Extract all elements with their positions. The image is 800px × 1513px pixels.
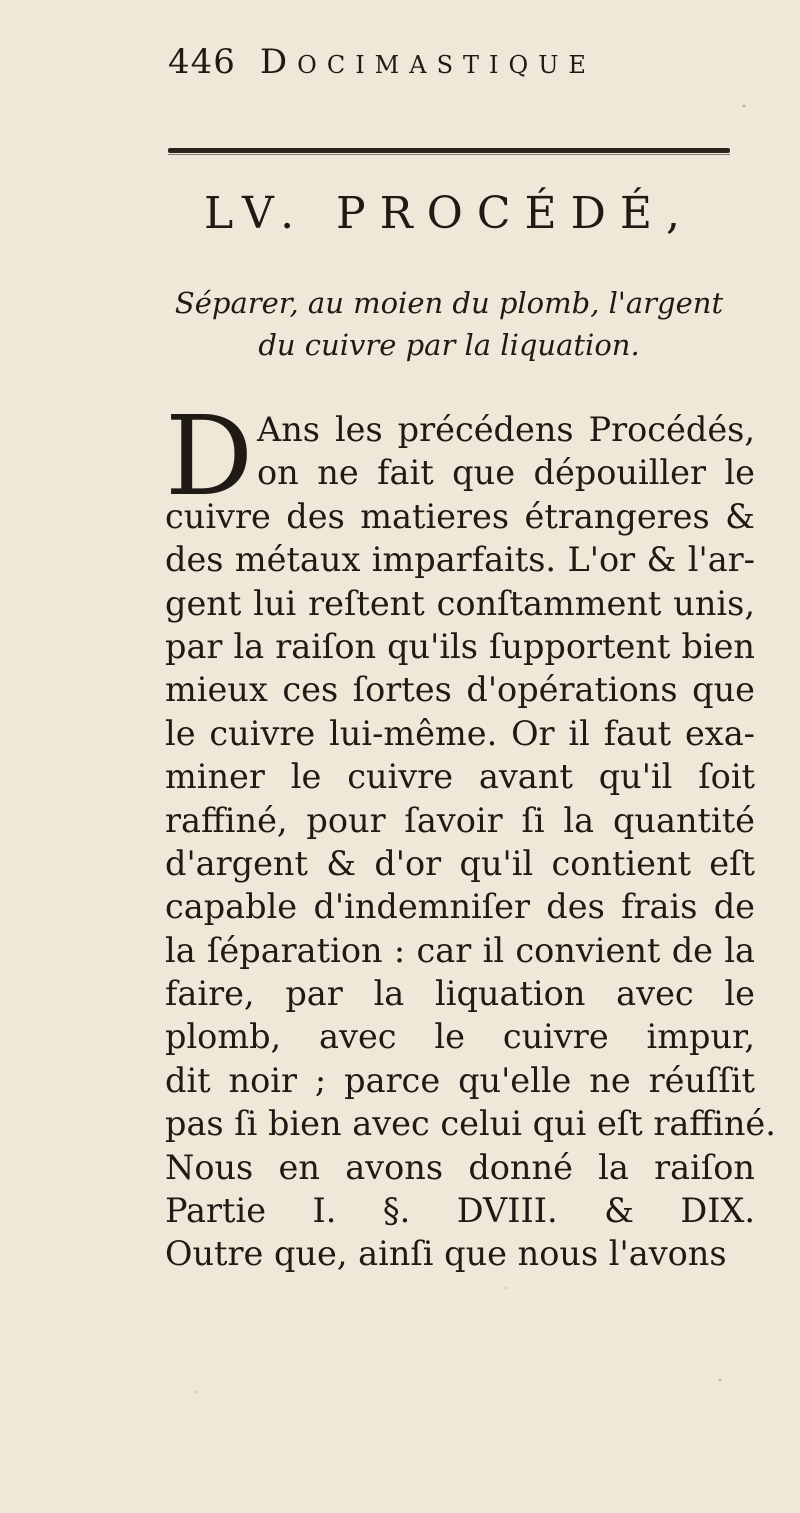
text-line: Partie I. §. DVIII. & DIX. [165,1191,755,1231]
text-line: capable d'indemniſer des frais de [165,887,755,927]
text-line: faire, par la liquation avec le [165,974,755,1014]
text-line: cuivre des matieres étrangeres & [165,496,755,536]
text-line: on ne fait que dépouiller le [257,453,755,493]
subtitle-line: Séparer, au moien du plomb, l'argent [174,286,724,320]
text-line: des métaux imparfaits. L'or & l'ar- [165,540,755,580]
text-line: gent lui reſtent conſtamment unis, [165,583,755,623]
text-line: raffiné, pour ſavoir ſi la quantité [165,800,755,840]
subtitle-line: du cuivre par la liquation. [258,328,640,362]
text-line: le cuivre lui-même. Or il faut exa- [165,713,755,753]
text-line: par la raiſon qu'ils ſupportent bien [165,626,755,666]
text-line: Outre que, ainſi que nous l'avons [165,1234,727,1274]
text-line: mieux ces ſortes d'opérations que [165,670,755,710]
text-line: miner le cuivre avant qu'il ſoit [165,757,755,797]
chapter-heading: LV. PROCÉDÉ, [203,188,695,239]
text-line: dit noir ; parce qu'elle ne réuſſit [165,1060,755,1100]
text-line: Ans les précédens Procédés, [257,410,755,449]
text-line: plomb, avec le cuivre impur, [165,1017,755,1057]
page-number: 446 [168,42,236,82]
running-title: Docimastique [259,42,596,82]
drop-cap: D [165,392,254,520]
text-line: d'argent & d'or qu'il contient eſt [165,843,755,883]
text-line: la ſéparation : car il convient de la [165,930,755,970]
text-line: pas ſi bien avec celui qui eſt raffiné. [165,1104,776,1144]
text-line: Nous en avons donné la raiſon [165,1147,755,1187]
